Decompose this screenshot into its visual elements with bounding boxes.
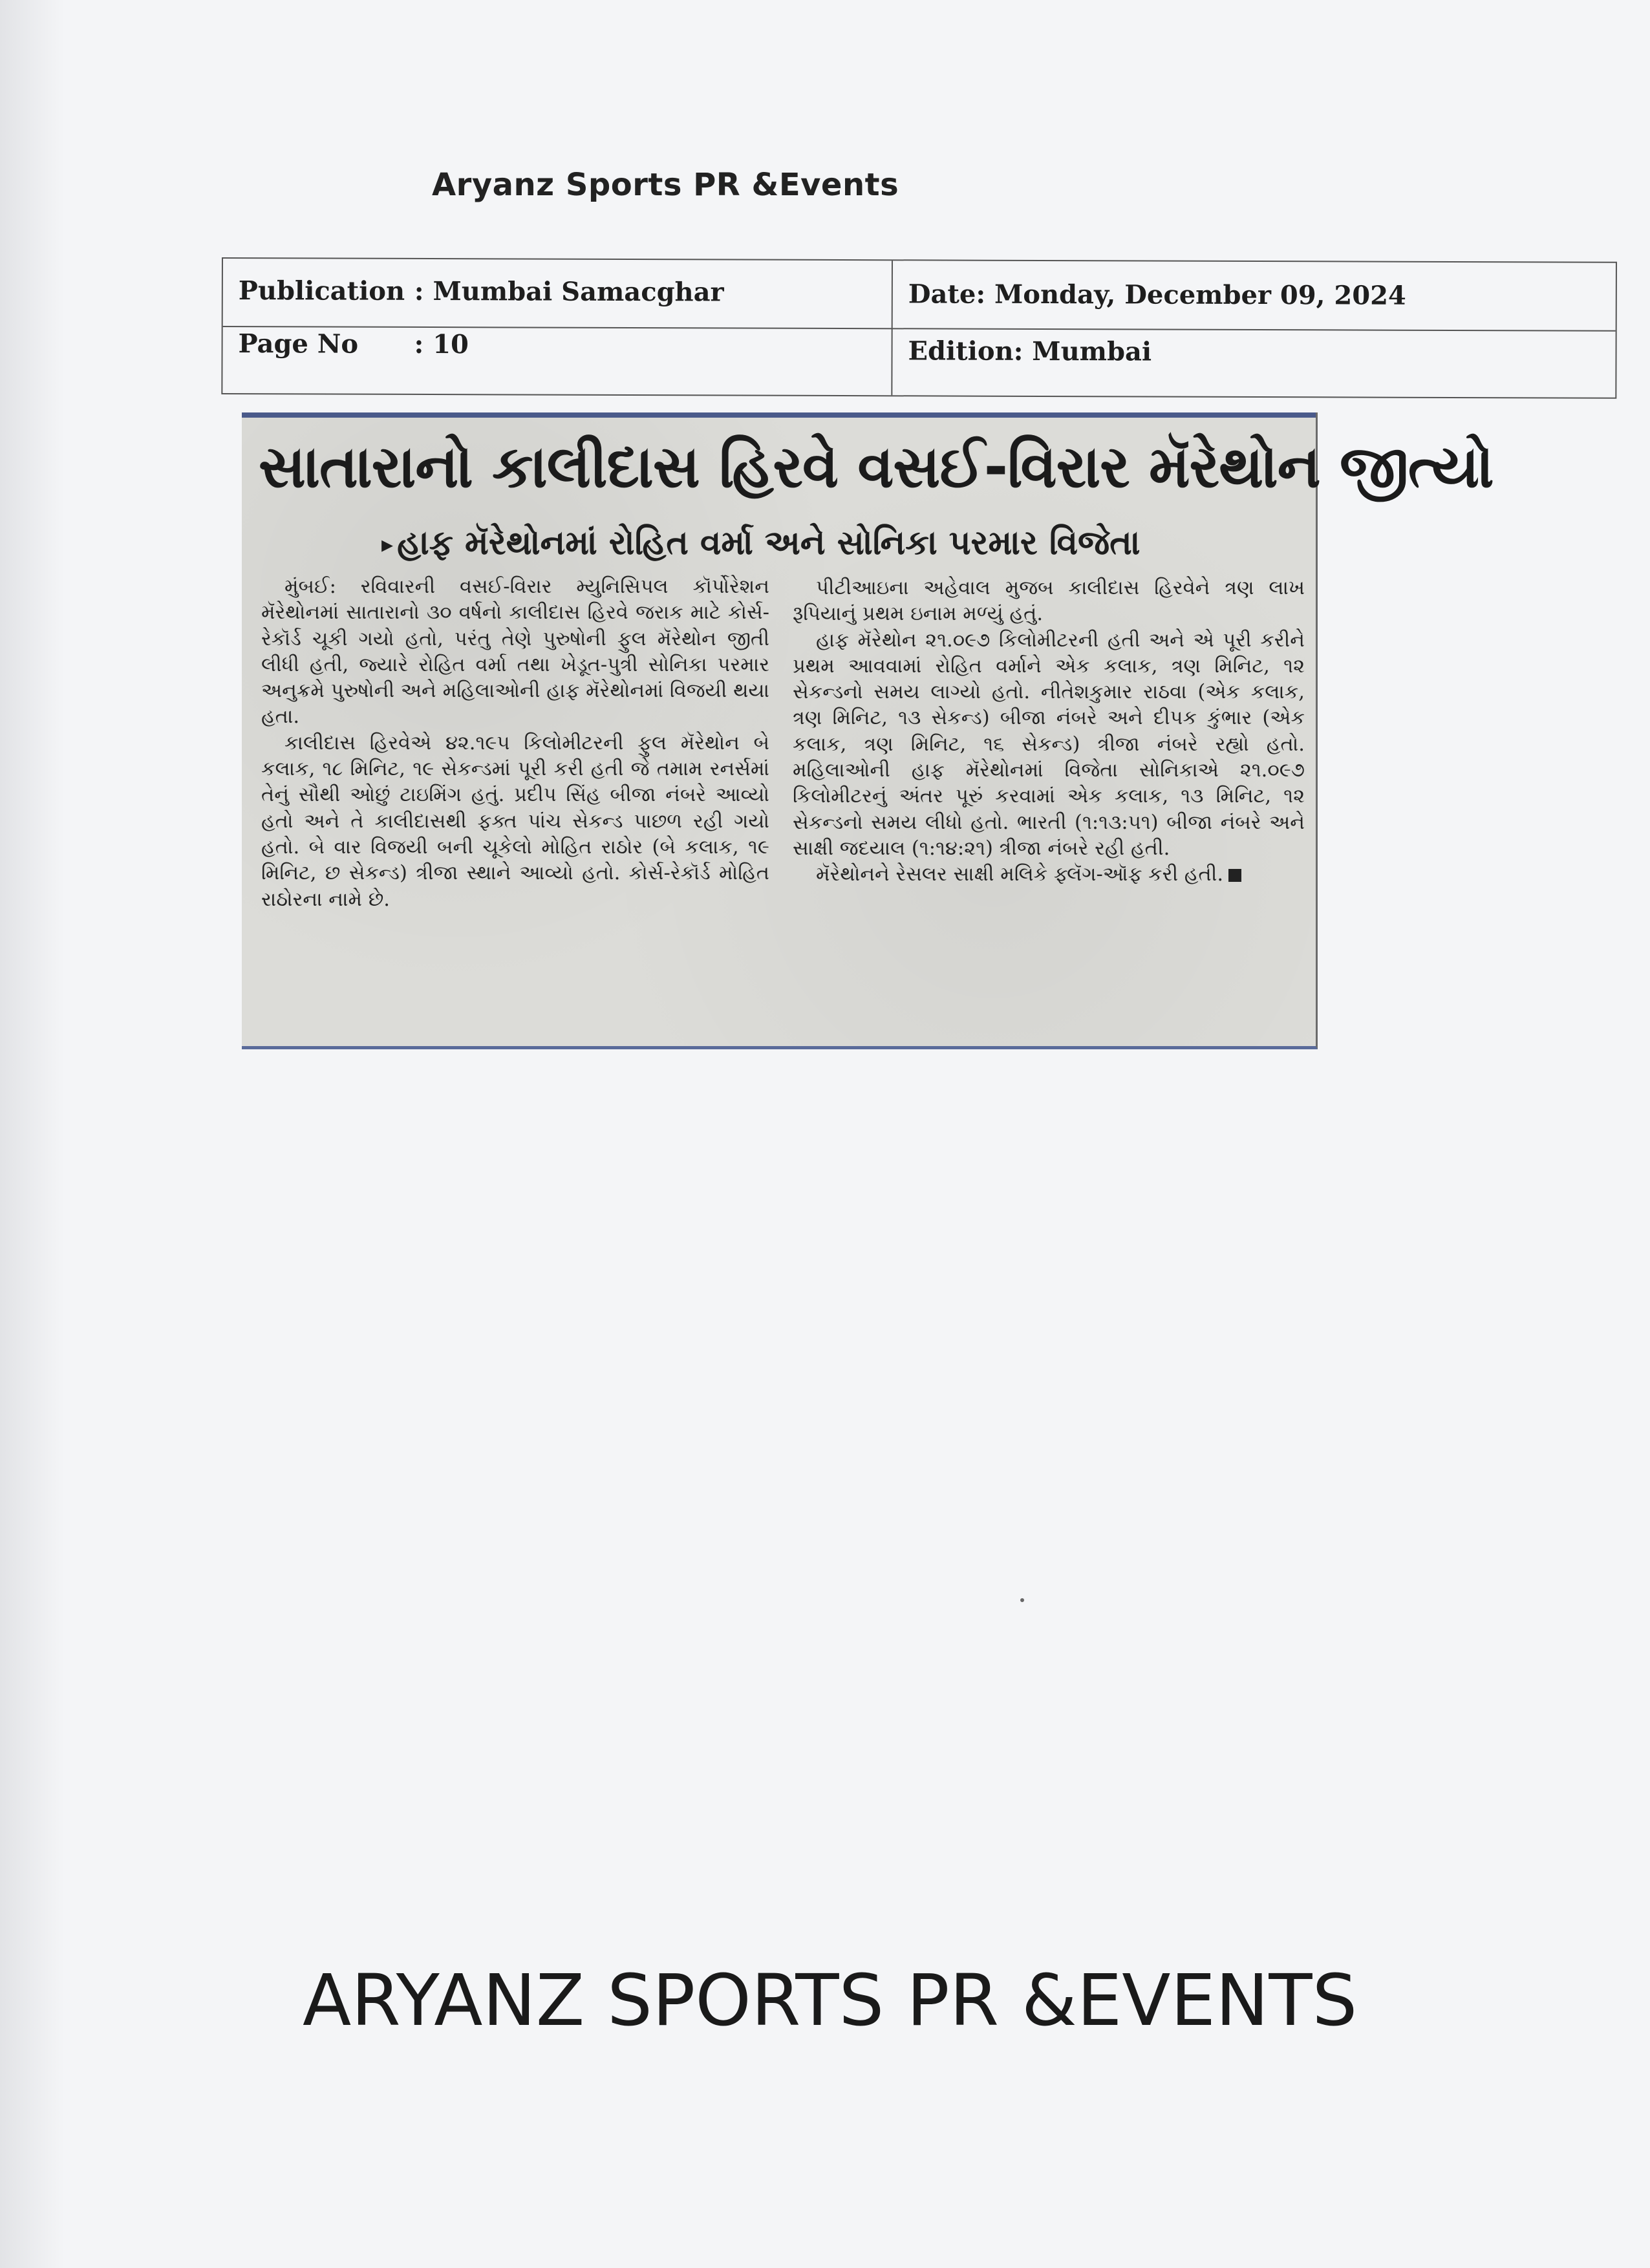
publication-label: Publication	[238, 275, 405, 306]
edition-cell	[908, 336, 1152, 367]
article-paragraph: હાફ મૅરેથોન ૨૧.૦૯૭ કિલોમીટરની હતી અને એ પૂરી કરીને પ્રથમ આવવામાં રોહિત વર્માને એક કલાક, ત્રણ મિનિટ, ૧૨ સેકન્ડનો સમય લાગ્યો હતો. નીતેશકુમાર રાઠવા (એક કલાક, ત્રણ મિનિટ, ૧૩ સેકન્ડ) બીજા નંબરે અને દીપક કુંભાર (એક કલાક, ત્રણ મિનિટ, ૧૬ સેકન્ડ) ત્રીજા નંબરે રહ્યો હતો. મહિલાઓની હાફ મૅરેથોનમાં વિજેતા સોનિકાએ ૨૧.૦૯૭ કિલોમીટરનું અંતર પૂરું કરવામાં એક કલાક, ૧૩ મિનિટ, ૧૨ સેકન્ડનો સમય લીધો હતો. ભારતી (૧:૧૩:૫૧) બીજા નંબરે અને સાક્ષી જદયાલ (૧:૧૪:૨૧) ત્રીજા નંબરે રહી હતી.	[793, 628, 1305, 860]
agency-footer: ARYANZ SPORTS PR &EVENTS	[303, 1959, 1358, 2042]
scan-edge-shadow	[0, 0, 65, 2268]
scan-speck	[1020, 1598, 1024, 1602]
date-label: Date:	[908, 279, 986, 310]
clipping-torn-edge	[242, 412, 1316, 418]
article-paragraph: પીટીઆઇના અહેવાલ મુજબ કાલીદાસ હિરવેને ત્રણ લાખ રૂપિયાનું પ્રથમ ઇનામ મળ્યું હતું.	[793, 577, 1305, 626]
article-subheadline: હાફ મૅરેથોનમાં રોહિત વર્મા અને સોનિકા પરમાર વિજેતા	[397, 524, 1141, 562]
date-cell	[908, 279, 1406, 310]
end-of-article-square-icon	[1228, 869, 1241, 882]
agency-header: Aryanz Sports PR &Events	[432, 167, 899, 203]
article-paragraph-last	[793, 862, 1305, 888]
edition-value: Mumbai	[1032, 336, 1152, 367]
edition-label: Edition:	[908, 336, 1023, 367]
article-column-right	[793, 575, 1305, 888]
triangle-bullet-icon: ▸	[381, 531, 394, 558]
article-column-left	[261, 574, 769, 913]
article-paragraph-text: મૅરેથોનને રેસલર સાક્ષી મલિકે ફ્લૅગ-ઑફ કરી હતી.	[816, 863, 1224, 886]
article-paragraph: કાલીદાસ હિરવેએ ૪૨.૧૯૫ કિલોમીટરની ફુલ મૅરેથોન બે કલાક, ૧૮ મિનિટ, ૧૯ સેકન્ડમાં પૂરી કરી હતી જે તમામ રનર્સમાં તેનું સૌથી ઓછું ટાઇમિંગ હતું. પ્રદીપ સિંહ બીજા નંબરે આવ્યો હતો અને તે કાલીદાસથી ફક્ત પાંચ સેકન્ડ પાછળ રહી ગયો હતો. બે વાર વિજયી બની ચૂકેલો મોહિત રાઠોર (બે કલાક, ૧૯ મિનિટ, છ સેકન્ડ) ત્રીજા સ્થાને આવ્યો હતો. કોર્સ-રેકૉર્ડ મોહિત રાઠોરના નામે છે.	[261, 731, 769, 911]
newspaper-clipping	[242, 412, 1494, 1049]
article-subheadline-row	[381, 522, 1140, 566]
publication-value: : Mumbai Samacghar	[414, 275, 724, 308]
page-value: : 10	[414, 328, 469, 360]
date-value: Monday, December 09, 2024	[994, 279, 1406, 311]
article-headline: સાતારાનો કાલીદાસ હિરવે વસઈ-વિરાર મૅરેથોન જીત્યો	[259, 433, 1494, 501]
publication-info-table	[221, 257, 1617, 399]
article-paragraph: મુંબઈ: રવિવારની વસઈ-વિરાર મ્યુનિસિપલ કૉર્પોરેશન મૅરેથોનમાં સાતારાનો ૩૦ વર્ષનો કાલીદાસ હિરવે જરાક માટે કોર્સ-રેકૉર્ડ ચૂકી ગયો હતો, પરંતુ તેણે પુરુષોની ફુલ મૅરેથોન જીતી લીધી હતી, જ્યારે રોહિત વર્મા તથા ખેડૂત-પુત્રી સોનિકા પરમાર અનુક્રમે પુરુષોની અને મહિલાઓની હાફ મૅરેથોનમાં વિજયી થયા હતા.	[261, 575, 769, 729]
page-label: Page No	[238, 328, 359, 359]
